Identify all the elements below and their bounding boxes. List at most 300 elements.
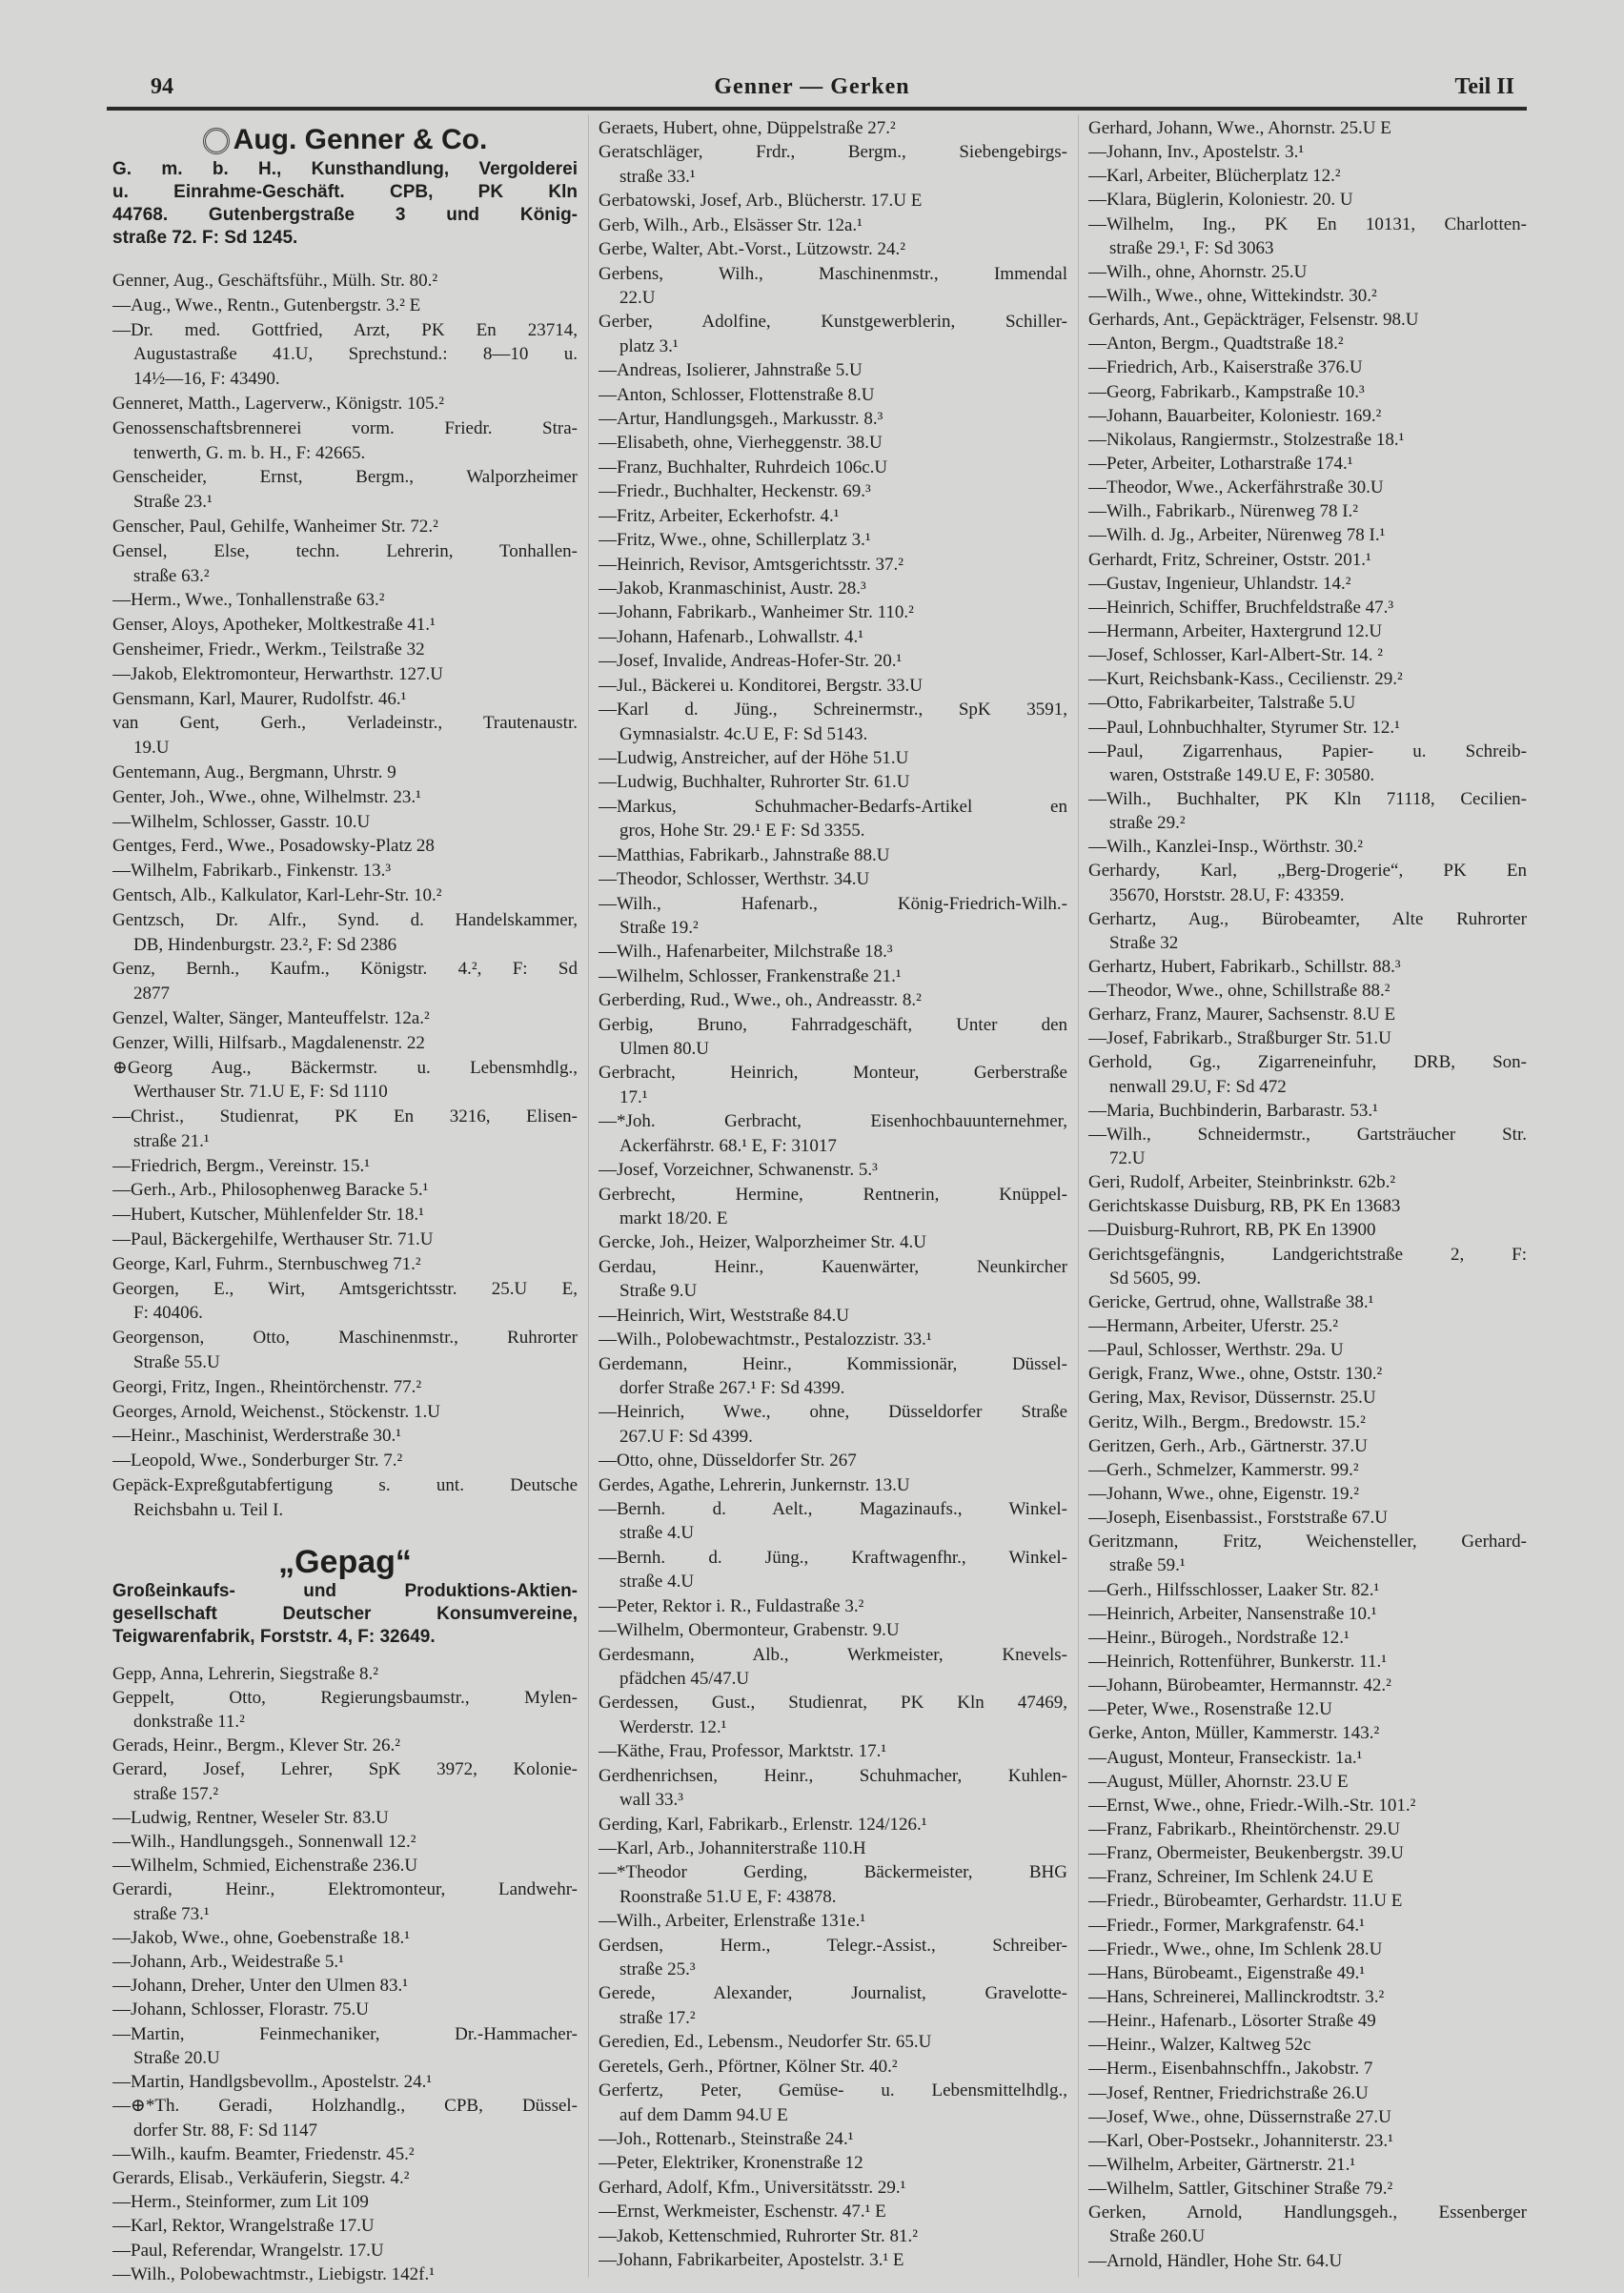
entry-line: —Martin, Handlgsbevollm., Apostelstr. 24.¹ [112, 2072, 433, 2093]
entry-line: Gerhardt, Fritz, Schreiner, Oststr. 201.¹ [1088, 549, 1371, 570]
entry-line: —Anton, Bergm., Quadtstraße 18.² [1088, 334, 1344, 355]
directory-entry [112, 1854, 578, 1877]
entry-continuation: straße 29.¹, F: Sd 3063 [1109, 237, 1274, 258]
entry-line: —Franz, Obermeister, Beukenbergstr. 39.U [1088, 1843, 1404, 1864]
directory-entry [599, 1255, 1067, 1304]
directory-entry [1088, 787, 1527, 835]
entry-line: —Arnold, Händler, Hohe Str. 64.U [1088, 2250, 1343, 2271]
ad-line: u. Einrahme-Geschäft. CPB, PK Kln [112, 182, 578, 202]
directory-entry [599, 116, 1067, 140]
logo-icon [203, 128, 230, 154]
entry-line: —Paul, Zigarrenhaus, Papier- u. Schreib- [1088, 741, 1527, 761]
entry-line: —Leopold, Wwe., Sonderburger Str. 7.² [112, 1451, 403, 1471]
entry-continuation: DB, Hindenburgstr. 23.², F: Sd 2386 [133, 934, 397, 955]
directory-entry [599, 1352, 1067, 1401]
entry-line: —Hans, Schreinerei, Mallinckrodtstr. 3.² [1088, 1986, 1385, 2007]
directory-entry [112, 2070, 578, 2094]
entry-line: —Dr. med. Gottfried, Arzt, PK En 23714, [112, 319, 578, 340]
running-title: Genner — Gerken [714, 74, 910, 99]
directory-entry [1088, 332, 1527, 355]
directory-entry [599, 649, 1067, 673]
entry-line: —Kurt, Reichsbank-Kass., Cecilienstr. 29.² [1088, 669, 1403, 690]
directory-entry [1088, 1530, 1527, 1577]
entry-line: Gerardi, Heinr., Elektromonteur, Landwehr- [112, 1879, 578, 1900]
directory-entry [599, 310, 1067, 358]
entry-line: —Anton, Schlosser, Flottenstraße 8.U [599, 384, 875, 405]
directory-entry [1088, 1362, 1527, 1386]
entry-line: Gepäck-Expreßgutabfertigung s. unt. Deutsche [112, 1475, 578, 1496]
directory-entry [112, 2142, 578, 2166]
directory-entry [1088, 404, 1527, 428]
entry-line: Gerhard, Adolf, Kfm., Universitätsstr. 29.¹ [599, 2177, 906, 2198]
entry-line: —Johann, Dreher, Unter den Ulmen 83.¹ [112, 1976, 408, 1997]
directory-entry [112, 1757, 578, 1805]
entry-line: Gerichtsgefängnis, Landgerichtstraße 2, F: [1088, 1244, 1527, 1265]
entry-line: —Jul., Bäckerei u. Konditorei, Bergstr. 33.U [599, 675, 924, 696]
directory-entry [1088, 452, 1527, 476]
entry-continuation: Straße 23.¹ [133, 492, 213, 513]
entry-line: Gentzsch, Dr. Alfr., Synd. d. Handelskammer, [112, 909, 578, 930]
directory-entry [599, 1643, 1067, 1692]
directory-entry [1088, 740, 1527, 787]
ad-line: G. m. b. H., Kunsthandlung, Vergolderei [112, 159, 578, 179]
directory-entry [1088, 2009, 1527, 2033]
entry-continuation: straße 63.² [133, 565, 210, 586]
entry-line: —Franz, Fabrikarb., Rheintörchenstr. 29.U [1088, 1818, 1401, 1839]
directory-entry [1088, 1602, 1527, 1626]
entry-continuation: Ackerfährstr. 68.¹ E, F: 31017 [619, 1135, 837, 1156]
entry-continuation: Straße 55.U [133, 1352, 220, 1373]
entry-continuation: straße 29.² [1109, 813, 1186, 834]
directory-entry [112, 1228, 578, 1252]
directory-entry [1088, 1003, 1527, 1026]
entry-line: Gerdessen, Gust., Studienrat, PK Kln 47469, [599, 1693, 1067, 1714]
entry-line: Genneret, Matth., Lagerverw., Königstr. 105.² [112, 393, 444, 414]
directory-entry [112, 711, 578, 761]
directory-entry [1088, 691, 1527, 715]
entry-line: —Heinrich, Arbeiter, Nansenstraße 10.¹ [1088, 1603, 1377, 1624]
entry-line: Gerads, Heinr., Bergm., Klever Str. 26.² [112, 1735, 400, 1756]
entry-line: —Gustav, Ingenieur, Uhlandstr. 14.² [1088, 573, 1351, 594]
entry-line: —Aug., Wwe., Rentn., Gutenbergstr. 3.² E [112, 294, 421, 315]
directory-entry [112, 1926, 578, 1950]
directory-entry [599, 1449, 1067, 1472]
directory-entry [112, 1203, 578, 1228]
entry-line: —Herm., Eisenbahnschffn., Jakobstr. 7 [1088, 2059, 1373, 2080]
directory-entry [1088, 1290, 1527, 1314]
directory-entry [1088, 1099, 1527, 1123]
entry-line: —Heinr., Maschinist, Werderstraße 30.¹ [112, 1426, 401, 1447]
directory-entry [1088, 979, 1527, 1003]
directory-entry [599, 2079, 1067, 2127]
directory-entry [599, 600, 1067, 624]
entry-line: —Wilh., Polobewachtmstr., Liebigstr. 142f.¹ [112, 2263, 435, 2284]
directory-entry [1088, 355, 1527, 379]
column-divider [1078, 114, 1079, 2278]
entry-continuation: platz 3.¹ [619, 335, 679, 356]
directory-entry [112, 2190, 578, 2214]
directory-entry [1088, 643, 1527, 667]
directory-entry [599, 2151, 1067, 2175]
entry-line: —Wilh., Fabrikarb., Nürenweg 78 I.² [1088, 501, 1359, 522]
directory-entry [599, 2176, 1067, 2200]
directory-entry [1088, 572, 1527, 596]
entry-line: —Ludwig, Buchhalter, Ruhrorter Str. 61.U [599, 772, 910, 793]
directory-entry [1088, 380, 1527, 404]
entry-line: —Heinr., Bürogeh., Nordstraße 12.¹ [1088, 1627, 1350, 1648]
directory-entry [1088, 1865, 1527, 1889]
directory-entry [1088, 1123, 1527, 1170]
column-2 [599, 116, 1067, 2273]
directory-entry [112, 294, 578, 318]
directory-entry [599, 553, 1067, 577]
directory-entry [599, 1981, 1067, 2030]
entry-line: —Karl d. Jüng., Schreinermstr., SpK 3591, [599, 700, 1067, 720]
entry-line: —Wilhelm, Fabrikarb., Finkenstr. 13.³ [112, 861, 392, 882]
ad-line: 44768. Gutenbergstraße 3 und König- [112, 205, 578, 225]
directory-entry [1088, 1697, 1527, 1721]
directory-entry [599, 1158, 1067, 1182]
directory-entry [112, 1806, 578, 1830]
directory-entry [1088, 2105, 1527, 2129]
directory-entry [1088, 1794, 1527, 1817]
directory-entry [112, 761, 578, 785]
directory-entry [599, 625, 1067, 649]
entry-continuation: Reichsbahn u. Teil I. [133, 1499, 284, 1520]
entry-continuation: markt 18/20. E [619, 1207, 728, 1228]
entry-line: —*Joh. Gerbracht, Eisenhochbauunternehmer, [599, 1111, 1067, 1132]
directory-entry [599, 358, 1067, 382]
entry-line: Genzer, Willi, Hilfsarb., Magdalenenstr. 22 [112, 1032, 425, 1053]
entry-continuation: gros, Hohe Str. 29.¹ E F: Sd 3355. [619, 821, 865, 842]
entry-line: Gering, Max, Revisor, Düssernstr. 25.U [1088, 1388, 1376, 1409]
directory-entry [112, 1375, 578, 1400]
entry-line: Gerhold, Gg., Zigarreneinfuhr, DRB, Son- [1088, 1052, 1527, 1073]
directory-entry [1088, 476, 1527, 499]
entry-line: —Ludwig, Anstreicher, auf der Höhe 51.U [599, 747, 909, 768]
entry-line: Gerdesmann, Alb., Werkmeister, Knevels- [599, 1644, 1067, 1665]
entry-line: —Friedr., Bürobeamter, Gerhardstr. 11.U E [1088, 1891, 1403, 1912]
directory-entry [599, 479, 1067, 503]
entry-line: —Andreas, Isolierer, Jahnstraße 5.U [599, 360, 863, 381]
directory-entry [112, 638, 578, 662]
entry-line: —Heinrich, Schiffer, Bruchfeldstraße 47.³ [1088, 597, 1394, 618]
directory-entry [1088, 140, 1527, 164]
directory-entry [599, 867, 1067, 891]
directory-entry [112, 2166, 578, 2190]
entry-continuation: straße 17.² [619, 2007, 696, 2028]
directory-entry [599, 431, 1067, 455]
entry-line: —Peter, Rektor i. R., Fuldastraße 3.² [599, 1595, 864, 1616]
directory-entry [599, 2248, 1067, 2272]
entry-continuation: Straße 20.U [133, 2047, 220, 2068]
entry-line: Gerhartz, Hubert, Fabrikarb., Schillstr. 88.³ [1088, 956, 1401, 977]
entry-continuation: 19.U [133, 738, 170, 759]
directory-entry [599, 1594, 1067, 1618]
gepag-advertisement [112, 1544, 578, 1649]
entry-line: Genner, Aug., Geschäftsführ., Mülh. Str. 80.² [112, 271, 438, 291]
entry-continuation: auf dem Damm 94.U E [619, 2104, 788, 2125]
entry-line: —Wilh., Kanzlei-Insp., Wörthstr. 30.² [1088, 837, 1363, 858]
entry-line: —Johann, Wwe., ohne, Eigenstr. 19.² [1088, 1484, 1359, 1505]
entry-continuation: straße 4.U [619, 1572, 695, 1593]
entry-continuation: 22.U [619, 287, 656, 308]
entry-line: van Gent, Gerh., Verladeinstr., Trautenaustr. [112, 713, 578, 734]
directory-entry [1088, 116, 1527, 140]
entry-line: Gerken, Arnold, Handlungsgeh., Essenberger [1088, 2202, 1527, 2223]
entry-continuation: straße 157.² [133, 1783, 219, 1804]
directory-entry [1088, 1218, 1527, 1242]
directory-entry [1088, 1314, 1527, 1338]
directory-entry [599, 964, 1067, 988]
directory-entry [599, 843, 1067, 867]
directory-entry [112, 1473, 578, 1523]
entry-line: —Herm., Steinformer, zum Lit 109 [112, 2192, 369, 2213]
entry-continuation: Werderstr. 12.¹ [619, 1716, 727, 1737]
part-label: Teil II [1454, 74, 1514, 99]
entry-line: —Heinr., Walzer, Kaltweg 52c [1088, 2035, 1311, 2056]
entry-continuation: nenwall 29.U, F: Sd 472 [1109, 1076, 1287, 1097]
directory-entry [1088, 523, 1527, 547]
entry-line: Gensmann, Karl, Maurer, Rudolfstr. 46.¹ [112, 688, 407, 709]
entry-line: Genzel, Walter, Sänger, Manteuffelstr. 12a.² [112, 1007, 430, 1028]
directory-entry [599, 1618, 1067, 1642]
directory-entry [599, 237, 1067, 261]
entry-continuation: Augustastraße 41.U, Sprechstund.: 8—10 u. [133, 344, 578, 365]
entry-line: Gerfertz, Peter, Gemüse- u. Lebensmittelhdlg., [599, 2080, 1067, 2101]
entry-line: —Christ., Studienrat, PK En 3216, Elisen- [112, 1106, 578, 1127]
genner-advertisement [112, 122, 578, 250]
entry-line: Gerbens, Wilh., Maschinenmstr., Immendal [599, 263, 1067, 284]
directory-entry [599, 674, 1067, 698]
entry-line: Geri, Rudolf, Arbeiter, Steinbrinkstr. 62b.² [1088, 1172, 1396, 1193]
entry-line: —Karl, Rektor, Wrangelstraße 17.U [112, 2216, 375, 2237]
directory-entry [599, 1739, 1067, 1763]
entry-line: Gercke, Joh., Heizer, Walporzheimer Str. 4.U [599, 1232, 926, 1253]
entry-line: Gerding, Karl, Fabrikarb., Erlenstr. 124/126.¹ [599, 1814, 927, 1835]
directory-entry [1088, 1026, 1527, 1050]
directory-entry [1088, 164, 1527, 188]
column-1 [112, 122, 578, 2286]
directory-entry [112, 2022, 578, 2070]
entry-continuation: straße 25.³ [619, 1959, 696, 1980]
entry-continuation: straße 59.¹ [1109, 1555, 1186, 1576]
directory-entry [112, 1974, 578, 1998]
entry-continuation: Straße 19.² [619, 917, 699, 938]
directory-entry [599, 2224, 1067, 2248]
entry-line: —Karl, Arb., Johanniterstraße 110.H [599, 1837, 866, 1858]
entry-line: —Bernh. d. Jüng., Kraftwagenfhr., Winkel- [599, 1547, 1067, 1568]
entry-line: —Ernst, Wwe., ohne, Friedr.-Wilh.-Str. 101.² [1088, 1795, 1416, 1816]
entry-continuation: 14½—16, F: 43490. [133, 369, 280, 390]
entry-continuation: Ulmen 80.U [619, 1039, 709, 1060]
entry-line: —Johann, Bauarbeiter, Koloniestr. 169.² [1088, 405, 1382, 426]
directory-entry [112, 392, 578, 416]
entry-line: —Georg, Fabrikarb., Kampstraße 10.³ [1088, 381, 1365, 402]
entry-continuation: 72.U [1109, 1148, 1146, 1169]
entry-continuation: 17.¹ [619, 1086, 648, 1107]
entry-line: —Wilh., Wwe., ohne, Wittekindstr. 30.² [1088, 285, 1377, 306]
directory-entry [599, 1183, 1067, 1231]
entry-line: ⊕Georg Aug., Bäckermstr. u. Lebensmhdlg., [112, 1057, 578, 1078]
directory-entry [1088, 1889, 1527, 1913]
ad-line: straße 72. F: Sd 1245. [112, 228, 298, 248]
ad-line: Großeinkaufs- und Produktions-Aktien- [112, 1580, 578, 1601]
entry-line: Gentsch, Alb., Kalkulator, Karl-Lehr-Str. 10.² [112, 884, 442, 905]
entry-line: Gerede, Alexander, Journalist, Gravelotte- [599, 1983, 1067, 2004]
entry-line: —Otto, Fabrikarbeiter, Talstraße 5.U [1088, 693, 1356, 714]
ad-line: Teigwarenfabrik, Forststr. 4, F: 32649. [112, 1626, 436, 1647]
directory-entry [112, 539, 578, 589]
entry-continuation: 35670, Horststr. 28.U, F: 43359. [1109, 884, 1345, 905]
directory-entry [1088, 1434, 1527, 1458]
directory-entry [599, 1497, 1067, 1546]
directory-entry [1088, 1985, 1527, 2009]
entry-continuation: Straße 260.U [1109, 2226, 1206, 2247]
entry-continuation: 2877 [133, 984, 170, 1004]
entry-line: Gentemann, Aug., Bergmann, Uhrstr. 9 [112, 761, 396, 782]
entry-line: —Ludwig, Rentner, Weseler Str. 83.U [112, 1807, 389, 1828]
entry-line: —Wilh., Hafenarb., König-Friedrich-Wilh.- [599, 893, 1067, 914]
entry-continuation: F: 40406. [133, 1303, 203, 1324]
entry-line: Geretels, Gerh., Pförtner, Kölner Str. 40.² [599, 2056, 898, 2077]
directory-entry [599, 698, 1067, 746]
directory-entry [599, 456, 1067, 479]
entry-line: Geratschläger, Frdr., Bergm., Siebengebirgs- [599, 142, 1067, 163]
directory-entry [599, 407, 1067, 431]
directory-entry [1088, 1506, 1527, 1530]
entry-line: —Bernh. d. Aelt., Magazinaufs., Winkel- [599, 1499, 1067, 1520]
entry-line: —Karl, Ober-Postsekr., Johanniterstr. 23.¹ [1088, 2130, 1393, 2151]
entry-line: —Artur, Handlungsgeh., Markusstr. 8.³ [599, 409, 883, 430]
directory-entry [599, 2200, 1067, 2223]
entry-line: —Herm., Wwe., Tonhallenstraße 63.² [112, 590, 385, 611]
entry-line: —Gerh., Schmelzer, Kammerstr. 99.² [1088, 1459, 1359, 1480]
directory-entry [599, 1013, 1067, 1062]
directory-entry [1088, 2201, 1527, 2248]
directory-entry [112, 662, 578, 687]
entry-line: —Gerh., Hilfsschlosser, Laaker Str. 82.¹ [1088, 1579, 1380, 1600]
directory-entry [112, 1734, 578, 1757]
entry-line: —Peter, Arbeiter, Lotharstraße 174.¹ [1088, 453, 1353, 474]
entry-continuation: Straße 32 [1109, 932, 1179, 953]
entry-line: Gerbig, Bruno, Fahrradgeschäft, Unter den [599, 1014, 1067, 1035]
entry-continuation: wall 33.³ [619, 1790, 683, 1811]
entry-line: —Friedrich, Bergm., Vereinstr. 15.¹ [112, 1155, 370, 1176]
entry-line: Genter, Joh., Wwe., ohne, Wilhelmstr. 23.¹ [112, 786, 421, 807]
entry-line: —Wilh., kaufm. Beamter, Friedenstr. 45.² [112, 2143, 415, 2164]
entry-line: —Friedr., Buchhalter, Heckenstr. 69.³ [599, 481, 871, 502]
directory-entry [112, 908, 578, 958]
directory-entry [112, 515, 578, 539]
entry-line: Gerke, Anton, Müller, Kammerstr. 143.² [1088, 1723, 1380, 1744]
entry-continuation: Werthauser Str. 71.U E, F: Sd 1110 [133, 1082, 388, 1103]
entry-line: —Johann, Inv., Apostelstr. 3.¹ [1088, 142, 1305, 163]
entry-line: —Wilhelm, Ing., PK En 10131, Charlotten- [1088, 213, 1527, 234]
directory-entry [1088, 596, 1527, 619]
entry-line: —August, Müller, Ahornstr. 23.U E [1088, 1771, 1349, 1792]
entry-line: —Wilh., Buchhalter, PK Kln 71118, Cecilien- [1088, 788, 1527, 809]
entry-line: Gerbe, Walter, Abt.-Vorst., Lützowstr. 24.² [599, 239, 905, 260]
entry-line: Gerharz, Franz, Maurer, Sachsenstr. 8.U E [1088, 1004, 1396, 1025]
directory-entry [112, 859, 578, 883]
entry-line: —Jakob, Elektromonteur, Herwarthstr. 127.U [112, 663, 443, 684]
entry-line: Gerdemann, Heinr., Kommissionär, Düssel- [599, 1353, 1067, 1374]
entry-line: —Theodor, Wwe., ohne, Schillstraße 88.² [1088, 981, 1391, 1002]
directory-entry [599, 140, 1067, 189]
directory-entry [599, 1473, 1067, 1497]
directory-entry [599, 1061, 1067, 1109]
directory-entry [599, 1909, 1067, 1933]
entry-line: —Hans, Bürobeamt., Eigenstraße 49.¹ [1088, 1962, 1366, 1983]
entry-line: —Josef, Schlosser, Karl-Albert-Str. 14. ² [1088, 645, 1383, 666]
entry-line: —Elisabeth, ohne, Vierheggenstr. 38.U [599, 433, 883, 454]
directory-entry [112, 1277, 578, 1327]
entry-line: —Josef, Fabrikarb., Straßburger Str. 51.U [1088, 1028, 1391, 1049]
entry-line: —Martin, Feinmechaniker, Dr.-Hammacher- [112, 2023, 578, 2044]
entry-line: Geppelt, Otto, Regierungsbaumstr., Mylen- [112, 1687, 578, 1708]
directory-entry [112, 613, 578, 638]
entry-line: Gerard, Josef, Lehrer, SpK 3972, Kolonie- [112, 1759, 578, 1780]
directory-entry [599, 770, 1067, 794]
entry-line: Gerber, Adolfine, Kunstgewerblerin, Schiller- [599, 312, 1067, 333]
ad-title: „Gepag“ [278, 1543, 412, 1580]
directory-entry [112, 1326, 578, 1375]
directory-entry [112, 1154, 578, 1179]
entry-line: Geredien, Ed., Lebensm., Neudorfer Str. 65.U [599, 2032, 932, 2053]
ad-line: gesellschaft Deutscher Konsumvereine, [112, 1603, 578, 1624]
directory-entry [1088, 2153, 1527, 2177]
directory-entry [1088, 716, 1527, 740]
entry-line: —August, Monteur, Franseckistr. 1a.¹ [1088, 1747, 1363, 1768]
entry-line: —Johann, Fabrikarbeiter, Apostelstr. 3.¹ E [599, 2250, 904, 2271]
entry-line: Gerhardy, Karl, „Berg-Drogerie“, PK En [1088, 861, 1527, 882]
directory-entry [599, 1813, 1067, 1836]
directory-entry [1088, 1050, 1527, 1098]
entry-line: —Fritz, Arbeiter, Eckerhofstr. 4.¹ [599, 505, 840, 526]
entry-line: —Jakob, Wwe., ohne, Goebenstraße 18.¹ [112, 1927, 410, 1948]
directory-entry [112, 687, 578, 712]
entry-line: —Wilh., Hafenarbeiter, Milchstraße 18.³ [599, 942, 893, 963]
directory-entry [1088, 1650, 1527, 1674]
directory-entry [1088, 1746, 1527, 1770]
entry-line: —Jakob, Kettenschmied, Ruhrorter Str. 81.² [599, 2225, 918, 2246]
directory-entry [112, 1105, 578, 1154]
entry-line: Gensel, Else, techn. Lehrerin, Tonhallen- [112, 540, 578, 561]
entry-continuation: Sd 5605, 99. [1109, 1268, 1202, 1289]
directory-entry [1088, 2033, 1527, 2057]
directory-entry [112, 1449, 578, 1473]
directory-entry [1088, 1458, 1527, 1482]
directory-entry [1088, 1721, 1527, 1745]
directory-entry [599, 383, 1067, 407]
directory-entry [112, 810, 578, 835]
entry-line: —Jakob, Kranmaschinist, Austr. 28.³ [599, 578, 866, 599]
directory-entry [599, 189, 1067, 213]
directory-entry [112, 834, 578, 859]
directory-entry [112, 318, 578, 392]
entry-line: Gerichtskasse Duisburg, RB, PK En 13683 [1088, 1196, 1401, 1217]
directory-entry [599, 940, 1067, 964]
entry-line: Gerbatowski, Josef, Arb., Blücherstr. 17.U E [599, 191, 923, 212]
directory-entry [112, 465, 578, 515]
directory-entry [112, 1252, 578, 1277]
directory-entry [1088, 1770, 1527, 1794]
entry-line: —Josef, Wwe., ohne, Düssernstraße 27.U [1088, 2106, 1391, 2127]
entry-line: —Heinrich, Rottenführer, Bunkerstr. 11.¹ [1088, 1652, 1387, 1672]
entry-line: Gerb, Wilh., Arb., Elsässer Str. 12a.¹ [599, 214, 863, 235]
entry-line: —Wilh., ohne, Ahornstr. 25.U [1088, 261, 1308, 282]
